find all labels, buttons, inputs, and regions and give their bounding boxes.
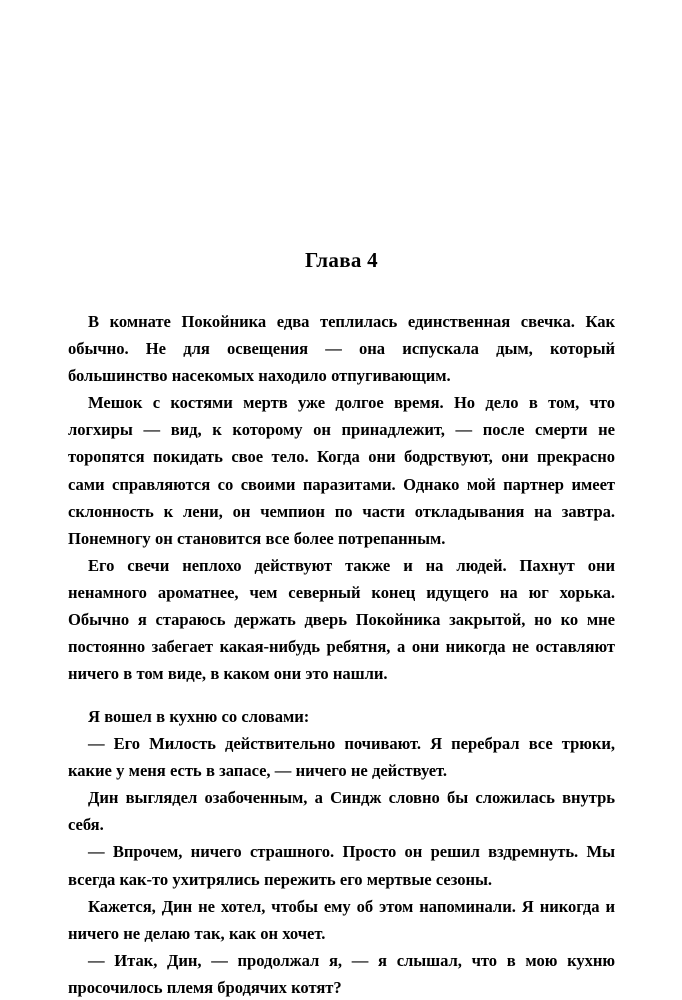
paragraph: Кажется, Дин не хотел, чтобы ему об этом напоминали. Я никогда и ничего не делаю так, как он хочет.: [68, 896, 615, 943]
paragraph: Я вошел в кухню со словами:: [88, 707, 310, 726]
chapter-heading: Глава 4: [305, 248, 378, 272]
paragraph: Мешок с костями мертв уже долгое время. Но дело в том, что логхиры — вид, к которому он принадлежит, — после смерти не торопятся покидать свое тело. Когда они бодрствуют, они прекрасно сами справляются со своими паразитами. Однако мой партнер имеет склонность к лени, он чемпион по части откладывания на завтра. Понемногу он становится все более потрепанным.: [68, 393, 615, 548]
paragraph: Дин выглядел озабоченным, а Синдж словно бы сложилась внутрь себя.: [68, 788, 615, 835]
paragraph: — Впрочем, ничего страшного. Просто он решил вздремнуть. Мы всегда как-то ухитрялись пережить его мертвые сезоны.: [68, 842, 615, 889]
narrative-section-one: [68, 308, 615, 687]
paragraph: — Итак, Дин, — продолжал я, — я слышал, что в мою кухню просочилось племя бродячих котят?: [68, 950, 615, 997]
paragraph: В комнате Покойника едва теплилась единственная свечка. Как обычно. Не для освещения — она испускала дым, который большинство насекомых находило отпугивающим.: [68, 312, 615, 386]
paragraph: Его свечи неплохо действуют также и на людей. Пахнут они ненамного ароматнее, чем северный конец идущего на юг хорька. Обычно я стараюсь держать дверь Покойника закрытой, но ко мне постоянно забегает какая-нибудь ребятня, а они никогда не оставляют ничего в том виде, в каком они это нашли.: [68, 555, 615, 684]
narrative-section-two: [68, 703, 615, 1000]
paragraph: — Его Милость действительно почивают. Я перебрал все трюки, какие у меня есть в запасе, — ничего не действует.: [68, 734, 615, 781]
